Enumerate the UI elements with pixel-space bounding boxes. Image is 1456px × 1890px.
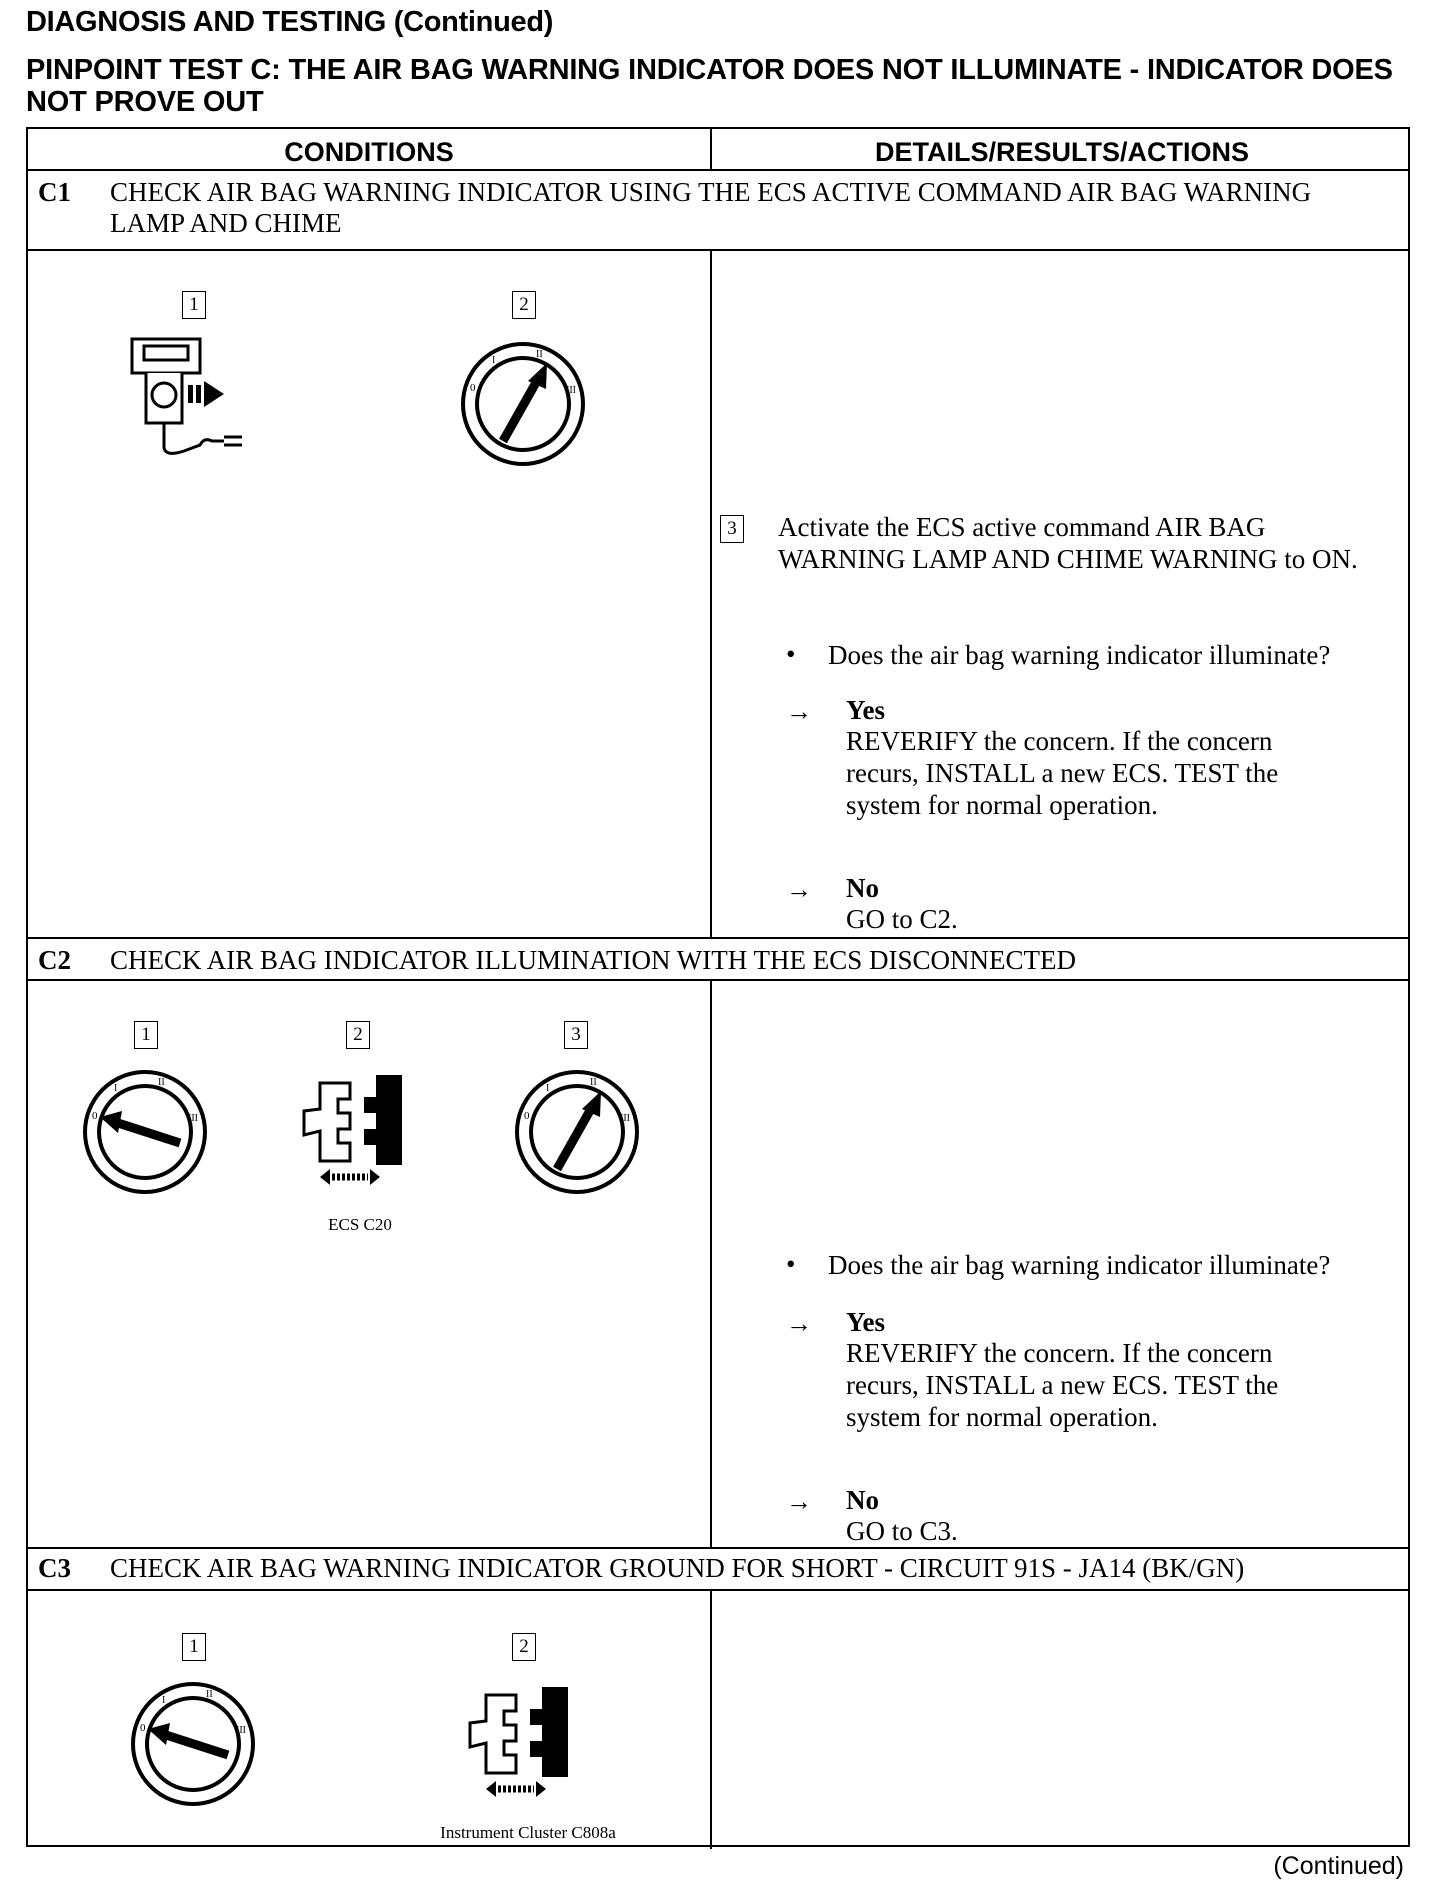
result-no-text: GO to C3.	[846, 1516, 958, 1546]
action-number: 3	[720, 515, 744, 543]
arrow-icon: →	[786, 875, 812, 904]
step-title: CHECK AIR BAG WARNING INDICATOR USING THE ECS ACTIVE COMMAND AIR BAG WARNING LAMP AND CHIME	[110, 177, 1312, 238]
divider	[710, 129, 712, 169]
page-header: DIAGNOSIS AND TESTING (Continued)	[26, 6, 554, 38]
scan-tool-connect-icon	[124, 333, 274, 473]
ignition-switch-run-icon	[512, 1067, 642, 1197]
divider	[28, 979, 1408, 981]
divider	[28, 937, 1408, 939]
result-no-text: GO to C2.	[846, 904, 958, 934]
result-yes-text: REVERIFY the concern. If the concern recurs, INSTALL a new ECS. TEST the system for normal operation.	[846, 726, 1279, 820]
arrow-icon: →	[786, 1309, 812, 1338]
step-title: CHECK AIR BAG WARNING INDICATOR GROUND FOR SHORT - CIRCUIT 91S - JA14 (BK/GN)	[110, 1553, 1245, 1583]
arrow-icon: →	[786, 697, 812, 726]
connector-caption: Instrument Cluster C808a	[440, 1823, 616, 1842]
divider	[28, 1547, 1408, 1549]
action-instruction: Activate the ECS active command AIR BAG WARNING LAMP AND CHIME WARNING to ON.	[778, 512, 1358, 574]
divider	[710, 249, 712, 937]
connector-caption: ECS C20	[328, 1215, 392, 1234]
ignition-switch-off-icon	[80, 1067, 210, 1197]
test-question: Does the air bag warning indicator illuminate?	[828, 640, 1331, 670]
bullet: •	[786, 639, 796, 669]
connector-disconnect-icon	[290, 1065, 430, 1185]
result-no-label: No	[846, 873, 879, 903]
bullet: •	[786, 1249, 796, 1279]
figure-number: 1	[134, 1021, 158, 1049]
details-column-header: DETAILS/RESULTS/ACTIONS	[874, 137, 1249, 167]
step-id: C2	[38, 945, 71, 975]
arrow-icon: →	[786, 1487, 812, 1516]
ignition-switch-run-icon	[458, 339, 588, 469]
result-yes-text: REVERIFY the concern. If the concern recurs, INSTALL a new ECS. TEST the system for normal operation.	[846, 1338, 1279, 1432]
step-id: C3	[38, 1553, 71, 1583]
divider	[28, 249, 1408, 251]
conditions-column-header: CONDITIONS	[284, 137, 454, 167]
divider	[28, 1589, 1408, 1591]
figure-number: 2	[512, 291, 536, 319]
divider	[710, 979, 712, 1547]
connector-disconnect-icon	[456, 1677, 596, 1797]
divider	[710, 1589, 712, 1849]
result-yes-label: Yes	[846, 695, 885, 725]
figure-number: 2	[346, 1021, 370, 1049]
step-id: C1	[38, 177, 71, 207]
result-no-label: No	[846, 1485, 879, 1515]
figure-number: 1	[182, 291, 206, 319]
divider	[28, 169, 1408, 171]
continued-label: (Continued)	[1273, 1852, 1404, 1880]
figure-number: 1	[182, 1633, 206, 1661]
step-title: CHECK AIR BAG INDICATOR ILLUMINATION WITH THE ECS DISCONNECTED	[110, 945, 1076, 975]
pinpoint-test-title: PINPOINT TEST C: THE AIR BAG WARNING INDICATOR DOES NOT ILLUMINATE - INDICATOR DOES NOT PROVE OUT	[26, 54, 1393, 118]
test-question: Does the air bag warning indicator illuminate?	[828, 1250, 1331, 1280]
figure-number: 3	[564, 1021, 588, 1049]
figure-number: 2	[512, 1633, 536, 1661]
result-yes-label: Yes	[846, 1307, 885, 1337]
pinpoint-test-table	[26, 127, 1410, 1847]
ignition-switch-off-icon	[128, 1679, 258, 1809]
